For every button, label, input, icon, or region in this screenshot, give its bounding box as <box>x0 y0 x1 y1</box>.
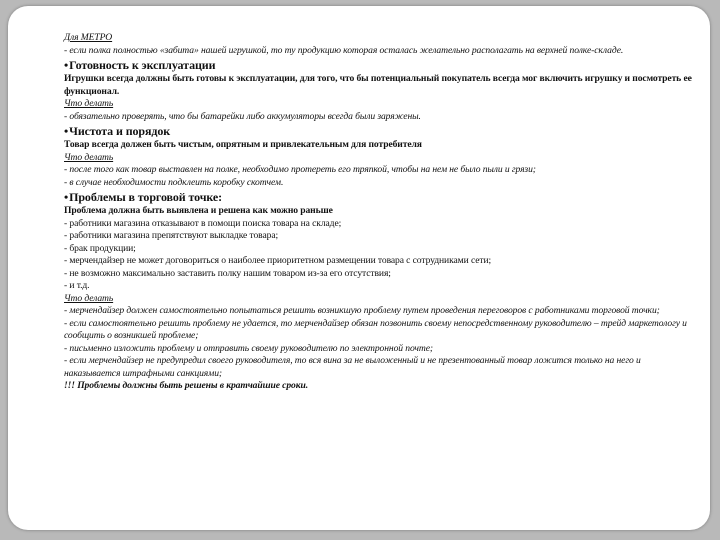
action-item: - обязательно проверять, что бы батарейки либо аккумуляторы всегда были заряжены. <box>64 110 421 122</box>
problem-item: - мерчендайзер не может договориться о наиболее приоритетном размещении товара с сотрудниками сети; <box>64 255 492 266</box>
what-to-do-label: Что делать <box>64 151 114 163</box>
action-item: - если мерчендайзер не предупредил своего руководителя, то вся вина за не выложенный и не презентованный товар ложится только на него и наказывается штрафными санкциями; <box>64 355 641 379</box>
section-heading-problems: •Проблемы в торговой точке: <box>64 190 223 204</box>
action-item: - письменно изложить проблему и отправить своему руководителю по электронной почте; <box>64 342 433 354</box>
bullet-icon: • <box>64 58 69 72</box>
problem-item: - и т.д. <box>64 280 90 291</box>
section-heading-readiness: •Готовность к эксплуатации <box>64 58 216 72</box>
intro-text: - если полка полностью «забита» нашей игрушкой, то ту продукцию которая осталась желательно располагать на верхней полке-складе. <box>64 44 624 56</box>
document-body <box>64 32 696 393</box>
section-statement: Проблема должна быть выявлена и решена как можно раньше <box>64 205 333 216</box>
bullet-icon: • <box>64 124 69 138</box>
section-statement: Товар всегда должен быть чистым, опрятным и привлекательным для потребителя <box>64 139 422 150</box>
bullet-icon: • <box>64 190 69 204</box>
problem-item: - работники магазина отказывают в помощи поиска товара на складе; <box>64 217 342 229</box>
document-title: Для МЕТРО <box>64 32 113 43</box>
problem-item: - брак продукции; <box>64 242 136 254</box>
closing-note: !!! Проблемы должны быть решены в кратчайшие сроки. <box>64 380 309 391</box>
action-item: - мерчендайзер должен самостоятельно попытаться решить возникшую проблему путем проведения переговоров с работниками торговой точки; <box>64 305 660 316</box>
what-to-do-label: Что делать <box>64 98 114 109</box>
section-heading-cleanliness: •Чистота и порядок <box>64 124 171 138</box>
problem-item: - не возможно максимально заставить полку нашим товаром из-за его отсутствия; <box>64 267 391 279</box>
document-page <box>8 6 710 530</box>
section-statement: Игрушки всегда должны быть готовы к эксплуатации, для того, что бы потенциальный покупатель всегда мог включить игрушку и посмотреть ее функционал. <box>64 73 692 97</box>
what-to-do-label: Что делать <box>64 292 114 304</box>
action-item: - после того как товар выставлен на полке, необходимо протереть его тряпкой, чтобы на нем не было пыли и грязи; <box>64 164 536 175</box>
action-item: - если самостоятельно решить проблему не удается, то мерчендайзер обязан позвонить своему непосредственному руководителю – трейд маркетологу и сообщить о возникшей проблеме; <box>64 317 687 341</box>
action-item: - в случае необходимости подклеить коробку скотчем. <box>64 176 284 188</box>
problem-item: - работники магазина препятствуют выкладке товара; <box>64 230 279 241</box>
